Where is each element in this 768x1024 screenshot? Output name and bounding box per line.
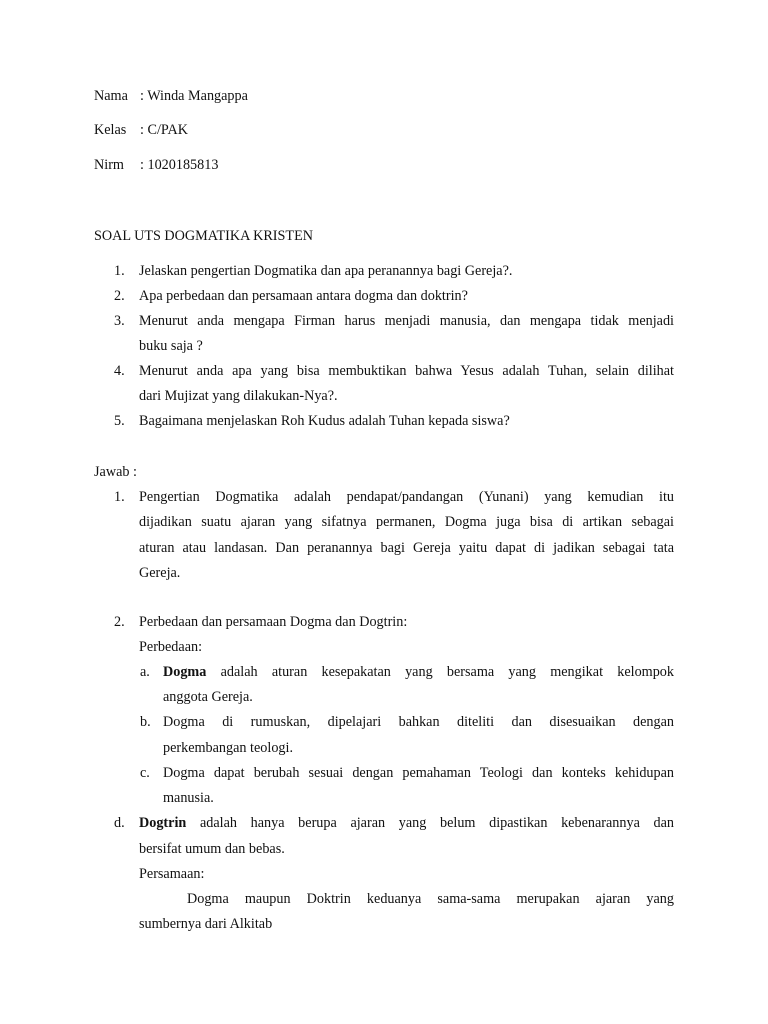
kelas-label: Kelas (94, 122, 127, 138)
answer-1-line-1: Pengertian Dogmatika adalah pendapat/pandangan (Yunani) yang kemudian itu (139, 489, 674, 505)
item-c-line-2: manusia. (163, 790, 214, 806)
persamaan-label: Persamaan: (139, 866, 205, 882)
question-2-number: 2. (114, 288, 125, 304)
answer-2-number: 2. (114, 614, 125, 630)
question-3-line-1: Menurut anda mengapa Firman harus menjadi manusia, dan mengapa tidak menjadi (139, 313, 674, 329)
persamaan-line-1: Dogma maupun Doktrin keduanya sama-sama merupakan ajaran yang (187, 891, 674, 907)
item-a-line-1 (163, 664, 674, 681)
question-4-number: 4. (114, 363, 125, 379)
item-d-line-2: bersifat umum dan bebas. (139, 841, 285, 857)
question-4-line-1: Menurut anda apa yang bisa membuktikan bahwa Yesus adalah Tuhan, selain dilihat (139, 363, 674, 379)
question-5-number: 5. (114, 413, 125, 429)
item-d-line-1 (139, 815, 674, 832)
question-5-text: Bagaimana menjelaskan Roh Kudus adalah Tuhan kepada siswa? (139, 413, 510, 429)
item-c-line-1: Dogma dapat berubah sesuai dengan pemahaman Teologi dan konteks kehidupan (163, 765, 674, 781)
item-a-line-1-text: adalah aturan kesepakatan yang bersama yang mengikat kelompok (220, 664, 674, 680)
nirm-value: : 1020185813 (140, 157, 219, 173)
answer-1-number: 1. (114, 489, 125, 505)
question-3-number: 3. (114, 313, 125, 329)
question-1-number: 1. (114, 263, 125, 279)
item-d-bold-term: Dogtrin (139, 815, 187, 831)
question-4-line-2: dari Mujizat yang dilakukan-Nya?. (139, 388, 338, 404)
answer-1-line-2: dijadikan suatu ajaran yang sifatnya permanen, Dogma juga bisa di artikan sebagai (139, 514, 674, 530)
question-2-text: Apa perbedaan dan persamaan antara dogma dan doktrin? (139, 288, 468, 304)
nirm-label: Nirm (94, 157, 124, 173)
kelas-value: : C/PAK (140, 122, 188, 138)
item-d-line-1-text: adalah hanya berupa ajaran yang belum dipastikan kebenarannya dan (199, 815, 675, 831)
item-d-marker: d. (114, 815, 125, 831)
nama-value: : Winda Mangappa (140, 88, 248, 104)
jawab-label: Jawab : (94, 464, 137, 480)
item-a-line-2: anggota Gereja. (163, 689, 253, 705)
item-b-line-2: perkembangan teologi. (163, 740, 294, 756)
item-b-marker: b. (140, 714, 151, 730)
answer-1-line-3: aturan atau landasan. Dan peranannya bagi Gereja yaitu dapat di jadikan sebagai tata (139, 540, 674, 556)
question-3-line-2: buku saja ? (139, 338, 203, 354)
answer-1-line-4: Gereja. (139, 565, 181, 581)
item-a-marker: a. (140, 664, 150, 680)
item-b-line-1: Dogma di rumuskan, dipelajari bahkan diteliti dan disesuaikan dengan (163, 714, 674, 730)
persamaan-line-2: sumbernya dari Alkitab (139, 916, 273, 932)
answer-2-heading: Perbedaan dan persamaan Dogma dan Dogtrin: (139, 614, 408, 630)
perbedaan-label: Perbedaan: (139, 639, 203, 655)
document-title: SOAL UTS DOGMATIKA KRISTEN (94, 228, 313, 244)
nama-label: Nama (94, 88, 128, 104)
item-c-marker: c. (140, 765, 150, 781)
question-1-text: Jelaskan pengertian Dogmatika dan apa peranannya bagi Gereja?. (139, 263, 513, 279)
item-a-bold-term: Dogma (163, 664, 207, 680)
